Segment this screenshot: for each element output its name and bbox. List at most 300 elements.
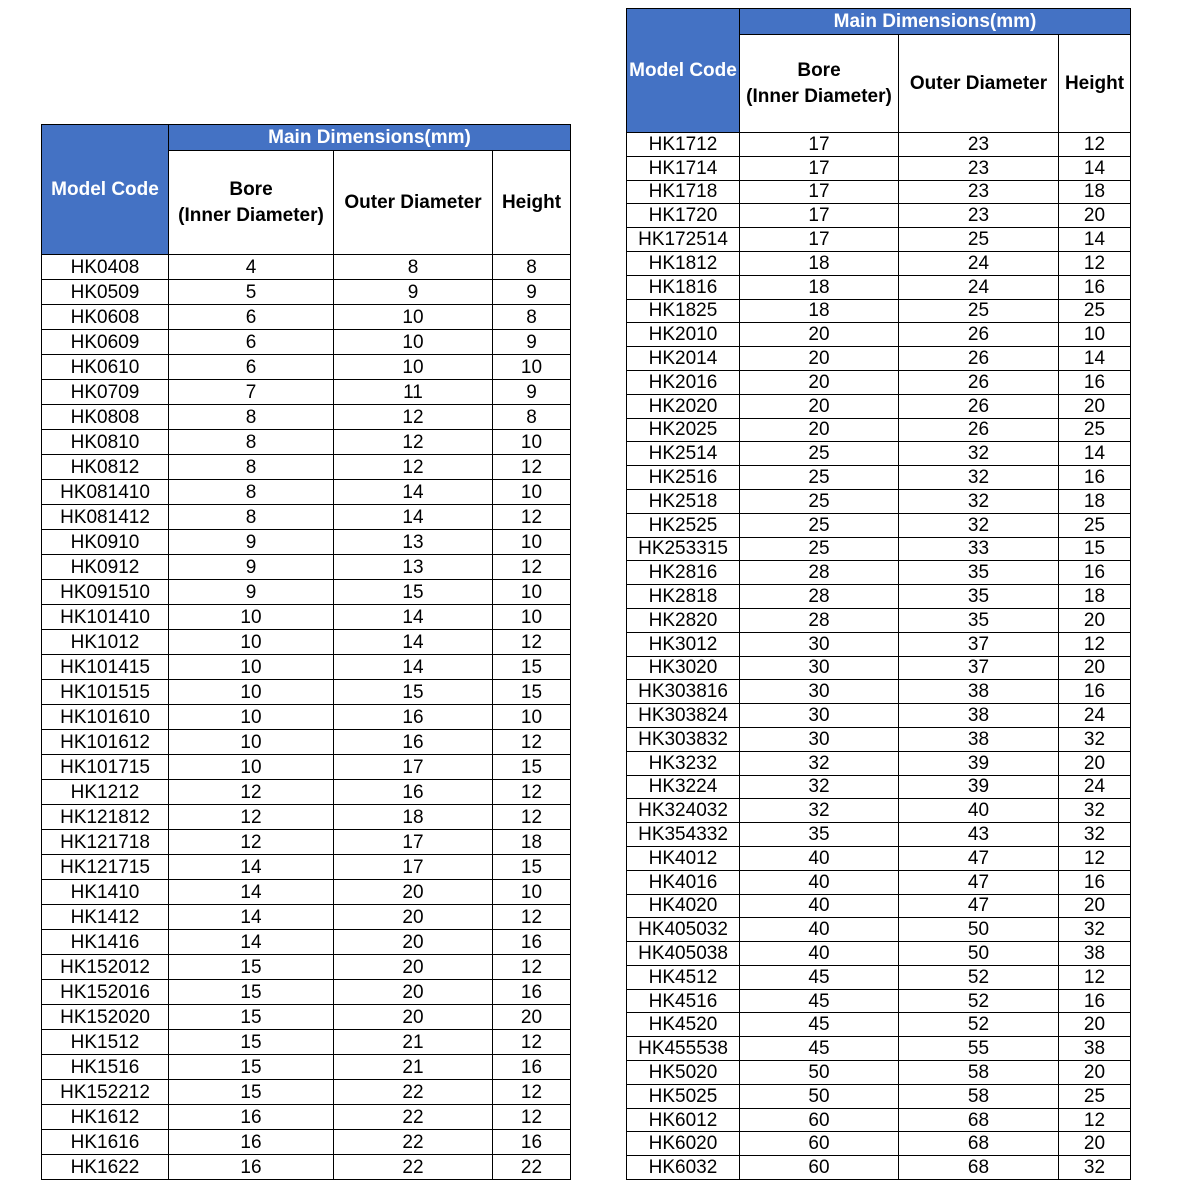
table-row — [42, 255, 571, 280]
model-code-cell: HK1720 — [627, 204, 740, 228]
model-code-cell: HK0509 — [42, 280, 169, 305]
outer-diameter-cell: 8 — [334, 255, 493, 280]
model-code-cell: HK6032 — [627, 1156, 740, 1180]
model-code-cell: HK1622 — [42, 1155, 169, 1180]
outer-diameter-cell: 38 — [899, 727, 1059, 751]
bearing-dimensions-table-right — [626, 8, 1131, 1180]
model-code-cell: HK2010 — [627, 323, 740, 347]
model-code-cell: HK101612 — [42, 730, 169, 755]
bore-cell: 16 — [169, 1105, 334, 1130]
outer-diameter-header: Outer Diameter — [899, 35, 1059, 133]
outer-diameter-cell: 14 — [334, 630, 493, 655]
model-code-cell: HK0610 — [42, 355, 169, 380]
outer-diameter-cell: 32 — [899, 489, 1059, 513]
table-row — [42, 580, 571, 605]
outer-diameter-cell: 52 — [899, 1013, 1059, 1037]
outer-diameter-cell: 35 — [899, 561, 1059, 585]
height-cell: 16 — [1059, 466, 1131, 490]
bore-cell: 17 — [740, 180, 899, 204]
outer-diameter-cell: 40 — [899, 799, 1059, 823]
bore-cell: 14 — [169, 905, 334, 930]
model-code-cell: HK0912 — [42, 555, 169, 580]
outer-diameter-cell: 47 — [899, 894, 1059, 918]
model-code-cell: HK1516 — [42, 1055, 169, 1080]
outer-diameter-cell: 26 — [899, 370, 1059, 394]
bore-cell: 9 — [169, 530, 334, 555]
table-row — [42, 655, 571, 680]
outer-diameter-cell: 23 — [899, 133, 1059, 157]
bore-cell: 10 — [169, 655, 334, 680]
table-row — [627, 537, 1131, 561]
bore-cell: 17 — [740, 228, 899, 252]
height-cell: 20 — [1059, 751, 1131, 775]
height-cell: 12 — [1059, 632, 1131, 656]
table-row — [42, 705, 571, 730]
outer-diameter-cell: 14 — [334, 505, 493, 530]
table-row — [627, 751, 1131, 775]
table-row — [627, 561, 1131, 585]
height-cell: 25 — [1059, 513, 1131, 537]
model-code-cell: HK1512 — [42, 1030, 169, 1055]
model-code-cell: HK4016 — [627, 870, 740, 894]
outer-diameter-cell: 12 — [334, 455, 493, 480]
table-row — [627, 823, 1131, 847]
height-header: Height — [1059, 35, 1131, 133]
outer-diameter-cell: 10 — [334, 355, 493, 380]
height-cell: 15 — [493, 855, 571, 880]
table-row — [42, 1055, 571, 1080]
outer-diameter-cell: 25 — [899, 299, 1059, 323]
model-code-cell: HK303832 — [627, 727, 740, 751]
inner-diameter-label: (Inner Diameter) — [746, 85, 892, 107]
table-row — [627, 727, 1131, 751]
bore-cell: 20 — [740, 370, 899, 394]
height-cell: 12 — [493, 1080, 571, 1105]
table-body-left — [42, 255, 571, 1180]
bore-cell: 8 — [169, 505, 334, 530]
table-row — [627, 394, 1131, 418]
outer-diameter-cell: 37 — [899, 656, 1059, 680]
height-cell: 8 — [493, 405, 571, 430]
table-row — [627, 442, 1131, 466]
table-row — [627, 228, 1131, 252]
model-code-cell: HK1612 — [42, 1105, 169, 1130]
height-cell: 20 — [1059, 608, 1131, 632]
height-cell: 8 — [493, 305, 571, 330]
height-cell: 14 — [1059, 347, 1131, 371]
table-row — [42, 305, 571, 330]
height-cell: 10 — [493, 705, 571, 730]
model-code-cell: HK455538 — [627, 1037, 740, 1061]
table-row — [627, 1061, 1131, 1085]
table-row — [627, 870, 1131, 894]
height-cell: 10 — [493, 430, 571, 455]
outer-diameter-cell: 23 — [899, 204, 1059, 228]
outer-diameter-cell: 43 — [899, 823, 1059, 847]
outer-diameter-cell: 68 — [899, 1132, 1059, 1156]
outer-diameter-cell: 10 — [334, 330, 493, 355]
outer-diameter-cell: 23 — [899, 156, 1059, 180]
height-cell: 16 — [1059, 989, 1131, 1013]
table-row — [42, 930, 571, 955]
table-row — [627, 942, 1131, 966]
table-row — [627, 846, 1131, 870]
table-row — [42, 855, 571, 880]
table-row — [42, 880, 571, 905]
bore-cell: 60 — [740, 1156, 899, 1180]
table-row — [42, 605, 571, 630]
model-code-cell: HK303816 — [627, 680, 740, 704]
table-row — [42, 755, 571, 780]
outer-diameter-cell: 38 — [899, 704, 1059, 728]
height-cell: 10 — [493, 580, 571, 605]
table-row — [627, 1108, 1131, 1132]
bore-label: Bore — [797, 59, 841, 81]
table-row — [42, 1080, 571, 1105]
outer-diameter-header: Outer Diameter — [334, 151, 493, 255]
model-code-cell: HK101415 — [42, 655, 169, 680]
bore-cell: 15 — [169, 955, 334, 980]
height-cell: 20 — [1059, 1013, 1131, 1037]
model-code-header: Model Code — [627, 9, 740, 133]
outer-diameter-cell: 9 — [334, 280, 493, 305]
table-row — [627, 370, 1131, 394]
outer-diameter-cell: 22 — [334, 1155, 493, 1180]
model-code-cell: HK5020 — [627, 1061, 740, 1085]
height-cell: 12 — [493, 1030, 571, 1055]
outer-diameter-cell: 15 — [334, 580, 493, 605]
bore-cell: 10 — [169, 680, 334, 705]
outer-diameter-cell: 15 — [334, 680, 493, 705]
table-row — [627, 799, 1131, 823]
table-row — [42, 530, 571, 555]
bore-cell: 25 — [740, 513, 899, 537]
height-cell: 18 — [493, 830, 571, 855]
height-cell: 10 — [493, 480, 571, 505]
model-code-cell: HK324032 — [627, 799, 740, 823]
model-code-cell: HK3224 — [627, 775, 740, 799]
model-code-cell: HK1416 — [42, 930, 169, 955]
bore-cell: 60 — [740, 1132, 899, 1156]
model-code-cell: HK3020 — [627, 656, 740, 680]
table-row — [627, 418, 1131, 442]
bore-cell: 40 — [740, 846, 899, 870]
height-cell: 14 — [1059, 156, 1131, 180]
model-code-cell: HK2816 — [627, 561, 740, 585]
height-cell: 32 — [1059, 918, 1131, 942]
table-row — [42, 455, 571, 480]
bore-cell: 18 — [740, 299, 899, 323]
bore-cell: 18 — [740, 275, 899, 299]
model-code-cell: HK2514 — [627, 442, 740, 466]
bore-cell: 8 — [169, 405, 334, 430]
bore-cell: 25 — [740, 466, 899, 490]
outer-diameter-cell: 22 — [334, 1080, 493, 1105]
model-code-cell: HK3012 — [627, 632, 740, 656]
bore-cell: 10 — [169, 630, 334, 655]
outer-diameter-cell: 20 — [334, 980, 493, 1005]
bore-cell: 45 — [740, 1013, 899, 1037]
height-cell: 16 — [1059, 275, 1131, 299]
outer-diameter-cell: 17 — [334, 755, 493, 780]
model-code-cell: HK6012 — [627, 1108, 740, 1132]
height-cell: 12 — [1059, 251, 1131, 275]
model-code-cell: HK2525 — [627, 513, 740, 537]
bore-cell: 45 — [740, 965, 899, 989]
bore-cell: 10 — [169, 705, 334, 730]
bore-cell: 35 — [740, 823, 899, 847]
bore-cell: 4 — [169, 255, 334, 280]
height-cell: 8 — [493, 255, 571, 280]
bore-cell: 14 — [169, 930, 334, 955]
table-row — [627, 180, 1131, 204]
height-cell: 10 — [493, 355, 571, 380]
bore-cell: 20 — [740, 394, 899, 418]
bore-cell: 25 — [740, 537, 899, 561]
height-cell: 25 — [1059, 299, 1131, 323]
bore-cell: 28 — [740, 585, 899, 609]
height-cell: 32 — [1059, 799, 1131, 823]
height-cell: 12 — [1059, 133, 1131, 157]
height-cell: 9 — [493, 380, 571, 405]
outer-diameter-cell: 32 — [899, 466, 1059, 490]
table-row — [42, 280, 571, 305]
model-code-cell: HK091510 — [42, 580, 169, 605]
bore-cell: 12 — [169, 830, 334, 855]
height-cell: 12 — [1059, 1108, 1131, 1132]
model-code-cell: HK0709 — [42, 380, 169, 405]
height-cell: 10 — [493, 605, 571, 630]
model-code-cell: HK3232 — [627, 751, 740, 775]
outer-diameter-cell: 11 — [334, 380, 493, 405]
table-row — [627, 275, 1131, 299]
model-code-cell: HK172514 — [627, 228, 740, 252]
table-row — [42, 1005, 571, 1030]
height-cell: 12 — [493, 805, 571, 830]
height-cell: 20 — [1059, 656, 1131, 680]
bore-cell: 10 — [169, 730, 334, 755]
outer-diameter-cell: 47 — [899, 846, 1059, 870]
outer-diameter-cell: 58 — [899, 1061, 1059, 1085]
table-row — [627, 1084, 1131, 1108]
bore-cell: 18 — [740, 251, 899, 275]
model-code-cell: HK1825 — [627, 299, 740, 323]
bore-cell: 30 — [740, 704, 899, 728]
bore-cell: 9 — [169, 580, 334, 605]
bore-cell: 40 — [740, 894, 899, 918]
bore-cell: 8 — [169, 455, 334, 480]
height-cell: 16 — [493, 980, 571, 1005]
outer-diameter-cell: 26 — [899, 418, 1059, 442]
table-row — [42, 955, 571, 980]
outer-diameter-cell: 23 — [899, 180, 1059, 204]
height-cell: 12 — [493, 905, 571, 930]
table-row — [627, 608, 1131, 632]
model-code-cell: HK0408 — [42, 255, 169, 280]
bearing-dimensions-table-left — [41, 124, 571, 1180]
height-cell: 15 — [493, 655, 571, 680]
bore-cell: 14 — [169, 880, 334, 905]
model-code-cell: HK1412 — [42, 905, 169, 930]
table-row — [42, 380, 571, 405]
height-cell: 9 — [493, 280, 571, 305]
outer-diameter-cell: 68 — [899, 1156, 1059, 1180]
bore-cell: 15 — [169, 980, 334, 1005]
table-row — [42, 405, 571, 430]
height-cell: 25 — [1059, 1084, 1131, 1108]
outer-diameter-cell: 13 — [334, 555, 493, 580]
height-cell: 20 — [1059, 1061, 1131, 1085]
bore-cell: 10 — [169, 605, 334, 630]
height-cell: 16 — [1059, 370, 1131, 394]
height-cell: 18 — [1059, 180, 1131, 204]
outer-diameter-cell: 20 — [334, 1005, 493, 1030]
outer-diameter-cell: 16 — [334, 730, 493, 755]
height-cell: 38 — [1059, 1037, 1131, 1061]
bore-cell: 40 — [740, 942, 899, 966]
table-row — [627, 1132, 1131, 1156]
bore-cell: 14 — [169, 855, 334, 880]
bore-cell: 28 — [740, 608, 899, 632]
table-row — [42, 555, 571, 580]
height-cell: 24 — [1059, 704, 1131, 728]
model-code-cell: HK2014 — [627, 347, 740, 371]
model-code-cell: HK121718 — [42, 830, 169, 855]
model-code-cell: HK152020 — [42, 1005, 169, 1030]
outer-diameter-cell: 55 — [899, 1037, 1059, 1061]
bore-cell: 25 — [740, 489, 899, 513]
bore-header — [740, 35, 899, 133]
bore-cell: 15 — [169, 1055, 334, 1080]
table-row — [42, 830, 571, 855]
table-row — [42, 330, 571, 355]
bore-cell: 17 — [740, 133, 899, 157]
bore-cell: 20 — [740, 323, 899, 347]
height-cell: 16 — [493, 1055, 571, 1080]
height-cell: 12 — [493, 505, 571, 530]
table-row — [42, 630, 571, 655]
table-body-right — [627, 133, 1131, 1180]
model-code-cell: HK0810 — [42, 430, 169, 455]
bore-cell: 30 — [740, 680, 899, 704]
model-code-cell: HK152012 — [42, 955, 169, 980]
model-code-cell: HK081410 — [42, 480, 169, 505]
bore-cell: 6 — [169, 355, 334, 380]
model-code-cell: HK0609 — [42, 330, 169, 355]
bore-cell: 50 — [740, 1061, 899, 1085]
height-cell: 12 — [493, 780, 571, 805]
height-cell: 16 — [1059, 870, 1131, 894]
height-cell: 10 — [1059, 323, 1131, 347]
table-row — [627, 965, 1131, 989]
model-code-cell: HK2020 — [627, 394, 740, 418]
outer-diameter-cell: 39 — [899, 775, 1059, 799]
outer-diameter-cell: 26 — [899, 347, 1059, 371]
model-code-cell: HK2820 — [627, 608, 740, 632]
height-cell: 12 — [493, 555, 571, 580]
model-code-cell: HK0910 — [42, 530, 169, 555]
bore-cell: 6 — [169, 330, 334, 355]
model-code-cell: HK4512 — [627, 965, 740, 989]
model-code-cell: HK405032 — [627, 918, 740, 942]
outer-diameter-cell: 26 — [899, 394, 1059, 418]
outer-diameter-cell: 20 — [334, 880, 493, 905]
model-code-cell: HK101515 — [42, 680, 169, 705]
outer-diameter-cell: 21 — [334, 1055, 493, 1080]
table-row — [627, 299, 1131, 323]
model-code-cell: HK1714 — [627, 156, 740, 180]
model-code-cell: HK5025 — [627, 1084, 740, 1108]
table-row — [42, 780, 571, 805]
table-row — [627, 775, 1131, 799]
table-row — [627, 656, 1131, 680]
bore-cell: 20 — [740, 347, 899, 371]
model-code-cell: HK4012 — [627, 846, 740, 870]
outer-diameter-cell: 50 — [899, 918, 1059, 942]
outer-diameter-cell: 21 — [334, 1030, 493, 1055]
model-code-cell: HK2518 — [627, 489, 740, 513]
outer-diameter-cell: 12 — [334, 430, 493, 455]
table-row — [42, 805, 571, 830]
model-code-cell: HK1718 — [627, 180, 740, 204]
outer-diameter-cell: 20 — [334, 930, 493, 955]
bore-cell: 16 — [169, 1130, 334, 1155]
model-code-cell: HK4520 — [627, 1013, 740, 1037]
height-cell: 15 — [493, 755, 571, 780]
outer-diameter-cell: 20 — [334, 955, 493, 980]
bore-cell: 15 — [169, 1080, 334, 1105]
table-row — [42, 505, 571, 530]
model-code-cell: HK121715 — [42, 855, 169, 880]
height-cell: 12 — [1059, 846, 1131, 870]
outer-diameter-cell: 10 — [334, 305, 493, 330]
outer-diameter-cell: 38 — [899, 680, 1059, 704]
bore-cell: 5 — [169, 280, 334, 305]
bore-cell: 60 — [740, 1108, 899, 1132]
outer-diameter-cell: 32 — [899, 442, 1059, 466]
table-row — [627, 1013, 1131, 1037]
height-cell: 12 — [493, 955, 571, 980]
outer-diameter-cell: 52 — [899, 965, 1059, 989]
height-cell: 14 — [1059, 442, 1131, 466]
outer-diameter-cell: 17 — [334, 830, 493, 855]
model-code-header: Model Code — [42, 125, 169, 255]
height-cell: 12 — [1059, 965, 1131, 989]
table-row — [42, 1155, 571, 1180]
outer-diameter-cell: 14 — [334, 605, 493, 630]
table-row — [627, 1156, 1131, 1180]
model-code-cell: HK1616 — [42, 1130, 169, 1155]
model-code-cell: HK152212 — [42, 1080, 169, 1105]
table-row — [627, 251, 1131, 275]
height-cell: 15 — [1059, 537, 1131, 561]
table-row — [627, 204, 1131, 228]
model-code-cell: HK354332 — [627, 823, 740, 847]
height-cell: 14 — [1059, 228, 1131, 252]
height-cell: 20 — [1059, 1132, 1131, 1156]
bore-cell: 15 — [169, 1005, 334, 1030]
outer-diameter-cell: 16 — [334, 780, 493, 805]
model-code-cell: HK081412 — [42, 505, 169, 530]
table-row — [42, 980, 571, 1005]
bore-cell: 8 — [169, 480, 334, 505]
bore-cell: 17 — [740, 156, 899, 180]
table-row — [42, 680, 571, 705]
model-code-cell: HK253315 — [627, 537, 740, 561]
height-cell: 32 — [1059, 823, 1131, 847]
bore-cell: 8 — [169, 430, 334, 455]
height-cell: 10 — [493, 530, 571, 555]
